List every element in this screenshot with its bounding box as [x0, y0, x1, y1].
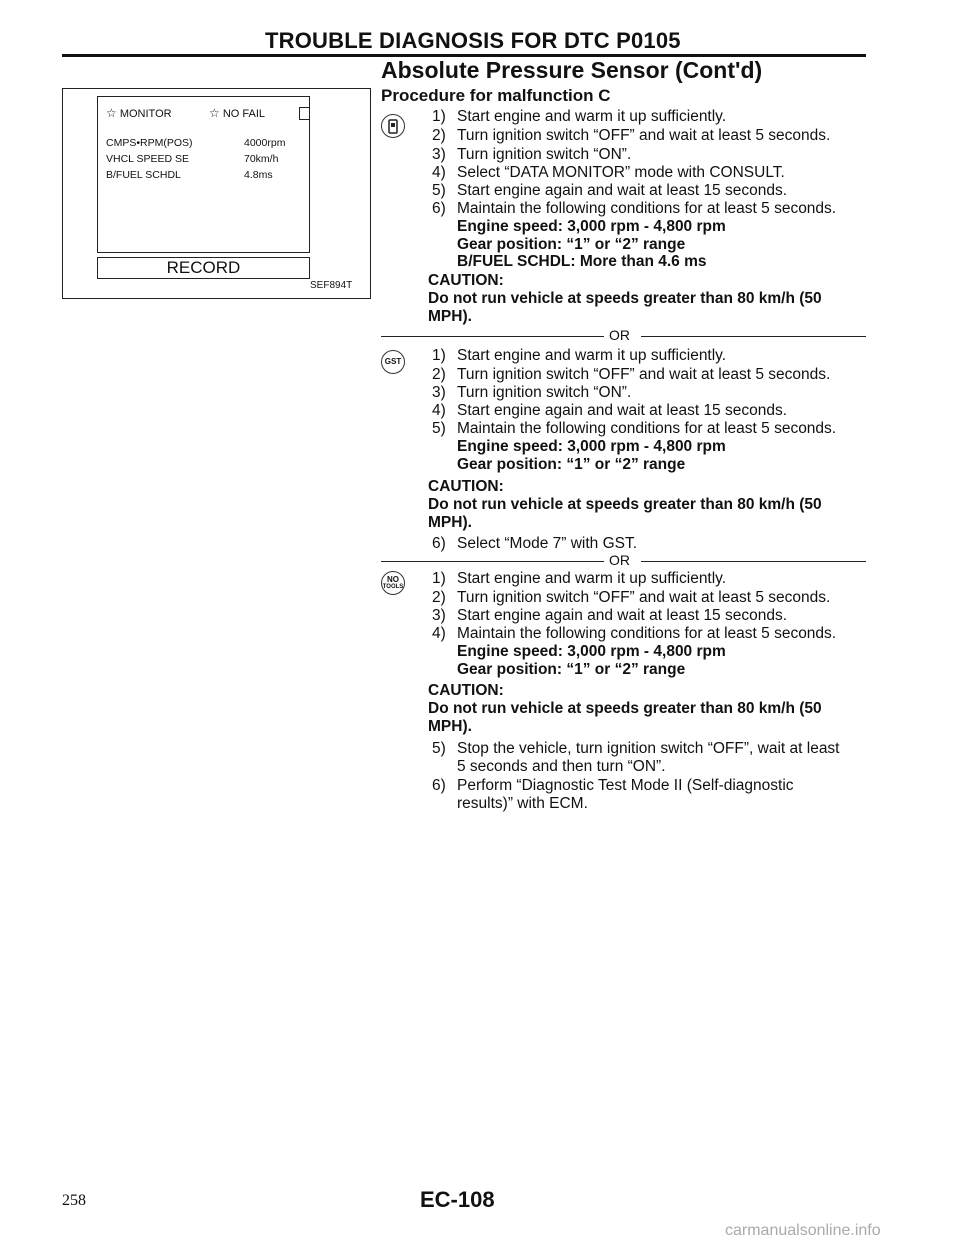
- caution-text: Do not run vehicle at speeds greater than 80 km/h (50: [428, 290, 822, 307]
- subsection-title: Procedure for malfunction C: [381, 86, 611, 105]
- record-button[interactable]: RECORD: [97, 257, 310, 279]
- step-number: 1): [432, 347, 446, 364]
- step-text: Start engine and warm it up sufficiently.: [457, 347, 727, 364]
- step-text: Maintain the following conditions for at least 5 seconds.: [457, 625, 837, 642]
- figure-code: SEF894T: [310, 280, 353, 291]
- step-text: Stop the vehicle, turn ignition switch “OFF”, wait at least: [457, 740, 840, 757]
- step-number: 4): [432, 402, 446, 419]
- condition-text: Engine speed: 3,000 rpm - 4,800 rpm: [457, 438, 726, 455]
- step-number: 2): [432, 589, 446, 606]
- caution-text: MPH).: [428, 308, 472, 325]
- step-text: results)” with ECM.: [457, 795, 588, 812]
- step-text: Start engine and warm it up sufficiently.: [457, 570, 727, 587]
- step-number: 2): [432, 366, 446, 383]
- step-number: 3): [432, 607, 446, 624]
- step-number: 4): [432, 164, 446, 181]
- caution-text: Do not run vehicle at speeds greater than 80 km/h (50: [428, 496, 822, 513]
- step-number: 4): [432, 625, 446, 642]
- consult-icon: [381, 114, 405, 138]
- step-text: Turn ignition switch “ON”.: [457, 146, 632, 163]
- step-number: 5): [432, 740, 446, 757]
- page-number: 258: [62, 1192, 86, 1209]
- step-text: Start engine and warm it up sufficiently.: [457, 108, 727, 125]
- monitor-screen: ☆ MONITOR ☆ NO FAIL CMPS•RPM(POS) 4000rpm VHCL SPEED SE 70km/h B/FUEL SCHDL 4.8ms: [97, 96, 310, 253]
- step-text: Turn ignition switch “OFF” and wait at least 5 seconds.: [457, 127, 831, 144]
- step-text: Turn ignition switch “ON”.: [457, 384, 632, 401]
- or-separator: OR: [381, 328, 866, 344]
- or-separator: OR: [381, 553, 866, 569]
- step-text: Turn ignition switch “OFF” and wait at least 5 seconds.: [457, 589, 831, 606]
- step-text: Maintain the following conditions for at least 5 seconds.: [457, 420, 837, 437]
- step-text: 5 seconds and then turn “ON”.: [457, 758, 666, 775]
- step-number: 5): [432, 182, 446, 199]
- step-text: Perform “Diagnostic Test Mode II (Self-diagnostic: [457, 777, 794, 794]
- step-text: Start engine again and wait at least 15 seconds.: [457, 607, 788, 624]
- step-number: 1): [432, 570, 446, 587]
- step-text: Maintain the following conditions for at least 5 seconds.: [457, 200, 837, 217]
- caution-label: CAUTION:: [428, 478, 504, 495]
- condition-text: Engine speed: 3,000 rpm - 4,800 rpm: [457, 218, 726, 235]
- step-number: 6): [432, 535, 446, 552]
- condition-text: Gear position: “1” or “2” range: [457, 236, 686, 253]
- step-text: Start engine again and wait at least 15 seconds.: [457, 402, 788, 419]
- caution-label: CAUTION:: [428, 682, 504, 699]
- condition-text: Gear position: “1” or “2” range: [457, 456, 686, 473]
- step-text: Turn ignition switch “OFF” and wait at least 5 seconds.: [457, 366, 831, 383]
- step-text: Start engine again and wait at least 15 seconds.: [457, 182, 788, 199]
- no-tools-icon: NO TOOLS: [381, 571, 405, 595]
- star-icon: ☆: [209, 106, 220, 120]
- caution-text: MPH).: [428, 514, 472, 531]
- step-number: 5): [432, 420, 446, 437]
- step-number: 6): [432, 777, 446, 794]
- monitor-title: ☆ MONITOR: [106, 106, 172, 120]
- step-text: Select “Mode 7” with GST.: [457, 535, 638, 552]
- condition-text: B/FUEL SCHDL: More than 4.6 ms: [457, 253, 707, 270]
- step-text: Select “DATA MONITOR” mode with CONSULT.: [457, 164, 785, 181]
- page-title: TROUBLE DIAGNOSIS FOR DTC P0105: [265, 28, 681, 53]
- step-number: 1): [432, 108, 446, 125]
- condition-text: Gear position: “1” or “2” range: [457, 661, 686, 678]
- page-code: EC-108: [420, 1187, 495, 1212]
- caution-text: MPH).: [428, 718, 472, 735]
- step-number: 2): [432, 127, 446, 144]
- checkbox-icon: [299, 107, 310, 120]
- condition-text: Engine speed: 3,000 rpm - 4,800 rpm: [457, 643, 726, 660]
- caution-text: Do not run vehicle at speeds greater than 80 km/h (50: [428, 700, 822, 717]
- nofail-title: ☆ NO FAIL: [209, 106, 266, 120]
- caution-label: CAUTION:: [428, 272, 504, 289]
- star-icon: ☆: [106, 106, 117, 120]
- gst-icon: GST: [381, 350, 405, 374]
- watermark: carmanualsonline.info: [725, 1222, 881, 1239]
- section-title: Absolute Pressure Sensor (Cont'd): [381, 57, 763, 83]
- step-number: 6): [432, 200, 446, 217]
- step-number: 3): [432, 384, 446, 401]
- step-number: 3): [432, 146, 446, 163]
